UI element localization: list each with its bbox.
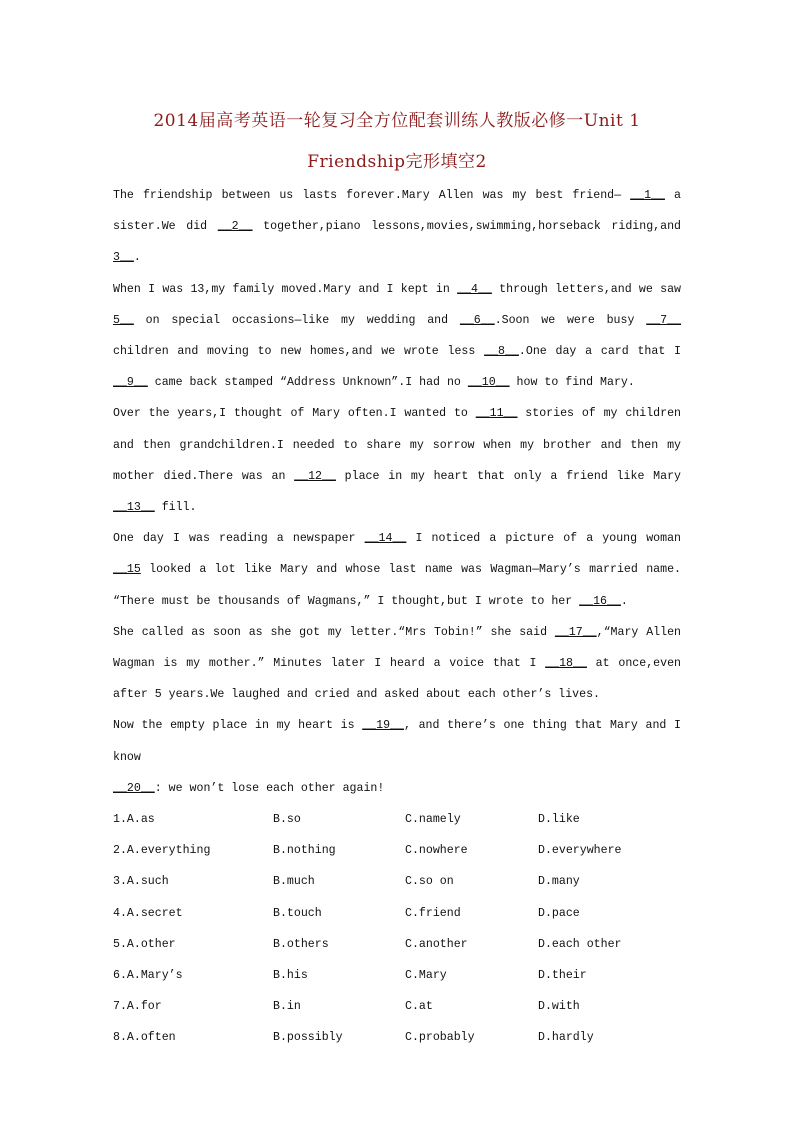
option-c: C.another	[405, 937, 468, 951]
text-run: : we won’t lose each other again!	[154, 781, 385, 795]
option-a: A.secret	[126, 906, 183, 920]
text-run: place in my heart that only a friend like Mary	[335, 469, 681, 483]
option-a: A.often	[126, 1031, 176, 1045]
blank-11: __11__	[475, 407, 518, 421]
text-run: Over the years,I thought of Mary often.I wanted to	[113, 407, 476, 421]
text-run: children and moving to new homes,and we wrote less	[113, 345, 485, 359]
option-c: C.at	[405, 1000, 433, 1014]
option-b: B.so	[273, 813, 301, 827]
text-run: came back stamped “Address Unknown”.I had no	[147, 376, 468, 390]
option-row-2	[113, 835, 681, 866]
blank-19: __19__	[362, 719, 404, 733]
option-b: B.nothing	[273, 844, 336, 858]
option-d: D.many	[538, 875, 580, 889]
question-1-label	[113, 804, 273, 835]
question-4-label	[113, 898, 273, 929]
text-run: She called as soon as she got my letter.“Mrs Tobin!” she said	[113, 625, 555, 639]
document-title-line2: Friendship完形填空2	[307, 152, 487, 172]
option-a: A.as	[126, 813, 155, 827]
question-number: 5.	[113, 937, 127, 951]
blank-6: __6__	[459, 313, 495, 327]
paragraph-5	[113, 617, 681, 711]
option-a: A.Mary’s	[126, 969, 183, 982]
text-run: When I was 13,my family moved.Mary and I kept in	[113, 282, 458, 296]
question-number: 8.	[113, 1031, 127, 1045]
text-run: ,“Mary Allen Wagman is my mother.” Minutes later I heard a voice that I	[113, 625, 681, 671]
blank-13: __13__	[113, 501, 155, 515]
blank-4: __4__	[457, 282, 492, 296]
option-c: C.friend	[405, 906, 461, 920]
question-2-label	[113, 835, 273, 866]
option-row-4	[113, 898, 681, 929]
text-run: how to find Mary.	[509, 376, 635, 390]
text-run: stories of my children and then grandchildren.I needed to share my sorrow when my brother and then my mother died.There was an	[113, 407, 681, 483]
option-row-6	[113, 960, 681, 991]
option-c: C.probably	[405, 1031, 475, 1045]
text-run: One day I was reading a newspaper	[113, 532, 365, 546]
option-row-8	[113, 1022, 681, 1053]
option-b: B.his	[273, 969, 308, 982]
blank-12: __12__	[294, 469, 336, 483]
option-d: D.like	[538, 813, 580, 827]
option-row-7	[113, 991, 681, 1022]
text-run: The friendship between us lasts forever.Mary Allen was my best friend—	[113, 189, 631, 202]
document-title-line1: 2014届高考英语一轮复习全方位配套训练人教版必修一Unit 1	[153, 111, 641, 131]
paragraph-7	[113, 773, 681, 804]
blank-17: __17__	[554, 625, 597, 639]
text-run: at once,even after 5 years.We laughed and cried and asked about each other’s lives.	[113, 657, 681, 702]
text-run: a sister.We did	[113, 189, 681, 234]
question-3-label	[113, 866, 273, 897]
option-d: D.with	[538, 1000, 580, 1014]
blank-9: __9__	[113, 376, 148, 390]
blank-8: __8__	[484, 345, 519, 359]
option-row-1	[113, 804, 681, 835]
passage-body	[113, 180, 681, 1054]
option-b: B.others	[273, 937, 329, 951]
text-run: Now the empty place in my heart is	[113, 719, 363, 733]
text-run: .	[620, 594, 628, 608]
option-c: C.namely	[405, 813, 461, 827]
text-run: I noticed a picture of a young woman	[406, 532, 681, 546]
text-run: together,piano lessons,movies,swimming,horseback riding,and	[252, 220, 681, 234]
blank-7: __7__	[646, 313, 681, 327]
option-a: A.other	[126, 937, 176, 951]
option-a: A.such	[126, 875, 169, 889]
question-number: 1.	[113, 813, 127, 827]
blank-1: __1__	[630, 189, 665, 202]
option-d: D.pace	[538, 906, 580, 920]
option-c: C.Mary	[405, 969, 447, 982]
paragraph-3	[113, 398, 681, 523]
paragraph-4	[113, 523, 681, 617]
question-5-label	[113, 929, 273, 960]
option-b: B.much	[273, 875, 315, 889]
option-a: A.everything	[126, 844, 211, 858]
text-run: through letters,and we saw	[491, 282, 681, 296]
blank-18: __18__	[545, 657, 587, 671]
option-c: C.nowhere	[405, 844, 468, 858]
option-row-3	[113, 866, 681, 897]
question-6-label	[113, 960, 273, 991]
question-7-label	[113, 991, 273, 1022]
question-number: 2.	[113, 844, 127, 858]
paragraph-6	[113, 710, 681, 772]
answer-options	[113, 804, 681, 1054]
text-run: fill.	[154, 501, 197, 515]
question-number: 6.	[113, 969, 127, 982]
option-row-5	[113, 929, 681, 960]
question-number: 7.	[113, 1000, 127, 1014]
option-d: D.their	[538, 969, 587, 982]
text-run: on special occasions—like my wedding and	[133, 313, 460, 327]
option-a: A.for	[126, 1000, 162, 1014]
blank-2: __2__	[217, 220, 253, 234]
blank-10: __10__	[467, 376, 510, 390]
blank-14: __14__	[364, 532, 407, 546]
blank-3: 3__	[113, 251, 134, 265]
blank-15: __15	[113, 563, 141, 577]
option-b: B.in	[273, 1000, 301, 1014]
option-d: D.each other	[538, 937, 622, 951]
option-b: B.touch	[273, 906, 322, 920]
blank-16: __16__	[579, 594, 621, 608]
question-8-label	[113, 1022, 273, 1053]
question-number: 3.	[113, 875, 127, 889]
option-b: B.possibly	[273, 1031, 343, 1045]
question-number: 4.	[113, 906, 127, 920]
paragraph-1	[113, 180, 681, 274]
text-run: .One day a card that I	[518, 345, 682, 359]
text-run: .	[133, 251, 141, 265]
option-d: D.everywhere	[538, 844, 622, 858]
text-run: , and there’s one thing that Mary and I know	[113, 719, 682, 764]
text-run: looked a lot like Mary and whose last name was Wagman—Mary’s married name. “There must be thousands of Wagmans,” I thought,but I wrote to her	[113, 563, 681, 608]
option-c: C.so on	[405, 875, 454, 889]
blank-20: __20__	[113, 781, 155, 795]
text-run: .Soon we were busy	[494, 313, 647, 327]
option-d: D.hardly	[538, 1031, 594, 1045]
blank-5: 5__	[113, 313, 134, 327]
paragraph-2	[113, 274, 681, 399]
